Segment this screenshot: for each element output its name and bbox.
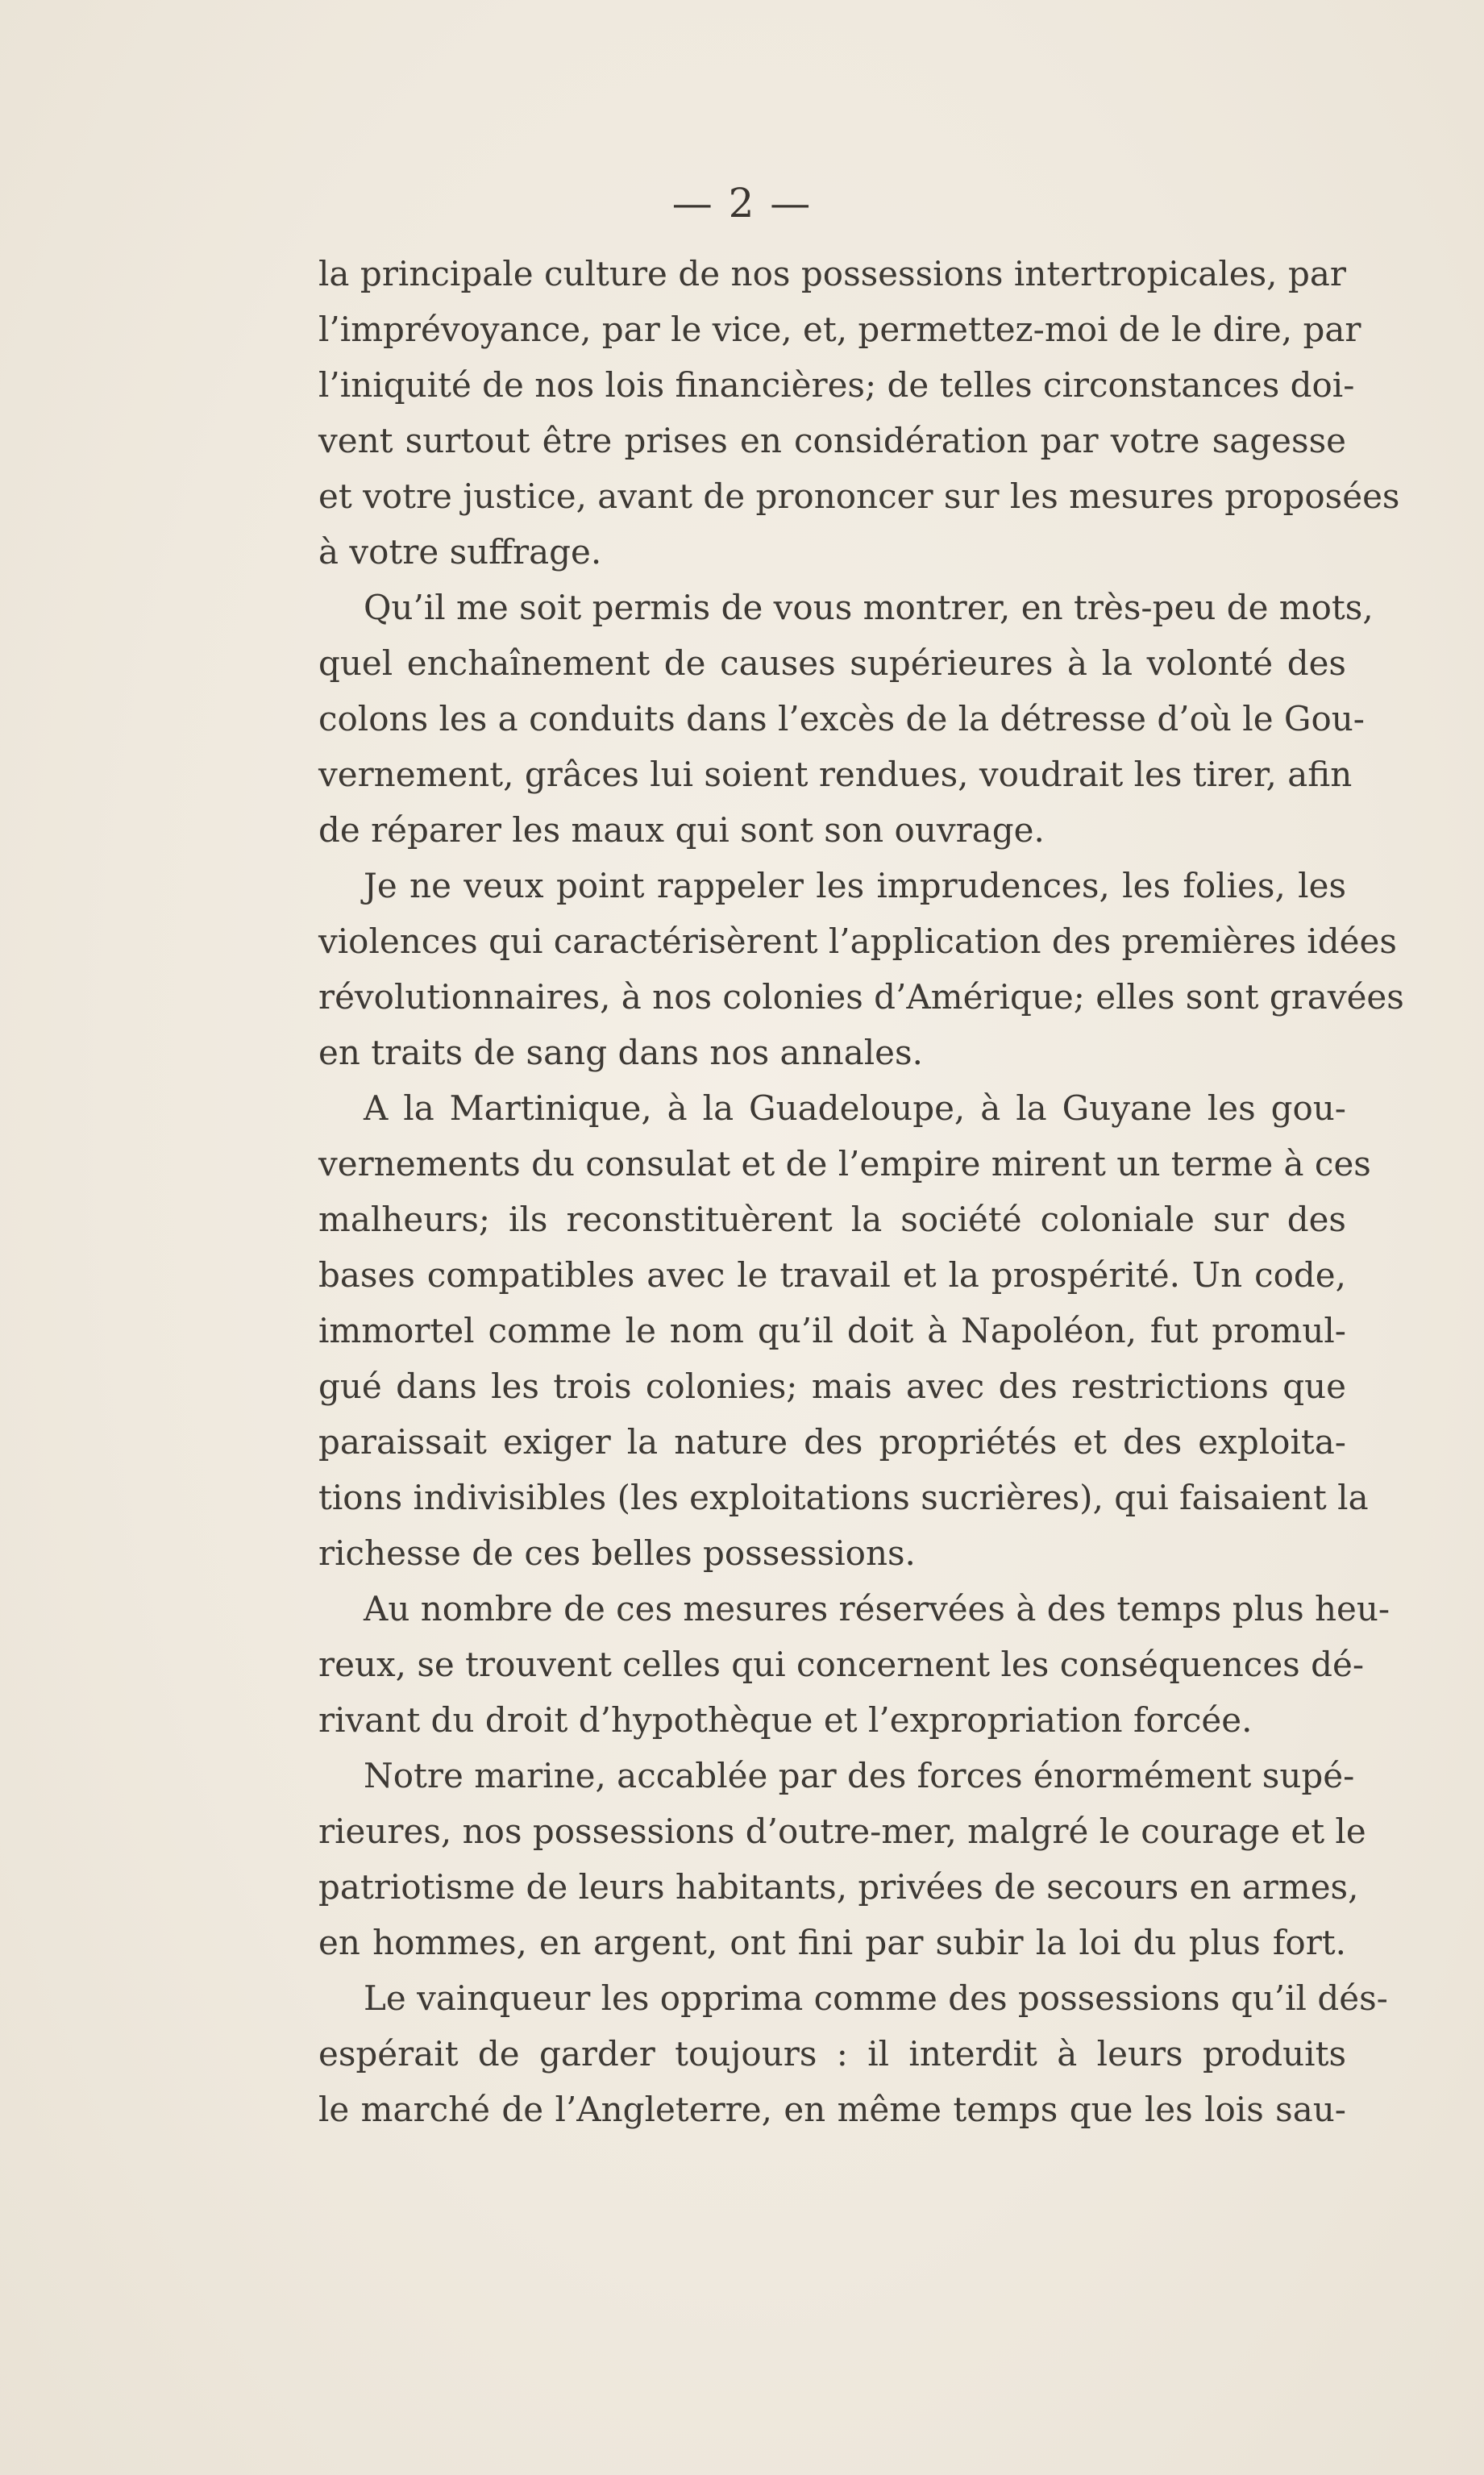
body-text	[318, 246, 1404, 2137]
text-line: à votre suffrage.	[318, 532, 602, 572]
text-line: colons les a conduits dans l’excès de la détresse d’où le Gou-	[318, 699, 1365, 738]
text-line: et votre justice, avant de prononcer sur les mesures proposées	[318, 476, 1400, 516]
text-line: bases compatibles avec le travail et la prospérité. Un code,	[318, 1255, 1346, 1295]
page-number: — 2 —	[671, 180, 813, 227]
text-line: violences qui caractérisèrent l’application des premières idées	[318, 921, 1397, 961]
text-line: vernement, grâces lui soient rendues, voudrait les tirer, afin	[318, 755, 1353, 794]
text-line: paraissait exiger la nature des propriétés et des exploita-	[318, 1422, 1346, 1462]
text-line: malheurs; ils reconstituèrent la société coloniale sur des	[318, 1200, 1346, 1239]
text-line: patriotisme de leurs habitants, privées de secours en armes,	[318, 1867, 1359, 1907]
text-line: l’imprévoyance, par le vice, et, permettez-moi de le dire, par	[318, 310, 1361, 349]
text-line: reux, se trouvent celles qui concernent les conséquences dé-	[318, 1645, 1365, 1684]
text-line: quel enchaînement de causes supérieures à la volonté des	[318, 643, 1346, 683]
text-line: révolutionnaires, à nos colonies d’Amérique; elles sont gravées	[318, 977, 1404, 1017]
text-line: richesse de ces belles possessions.	[318, 1533, 916, 1573]
text-line: tions indivisibles (les exploitations sucrières), qui faisaient la	[318, 1478, 1369, 1517]
text-line: le marché de l’Angleterre, en même temps que les lois sau-	[318, 2090, 1346, 2129]
text-line: de réparer les maux qui sont son ouvrage.	[318, 810, 1045, 850]
text-line: immortel comme le nom qu’il doit à Napoléon, fut promul-	[318, 1311, 1346, 1350]
text-line: Au nombre de ces mesures réservées à des temps plus heu-	[364, 1589, 1390, 1629]
text-line: en traits de sang dans nos annales.	[318, 1033, 923, 1072]
text-line: Qu’il me soit permis de vous montrer, en très-peu de mots,	[364, 588, 1374, 627]
text-line: vernements du consulat et de l’empire mirent un terme à ces	[318, 1144, 1371, 1183]
text-line: Notre marine, accablée par des forces énormément supé-	[364, 1756, 1355, 1795]
text-line: rivant du droit d’hypothèque et l’expropriation forcée.	[318, 1700, 1253, 1740]
text-line: vent surtout être prises en considération par votre sagesse	[318, 421, 1346, 460]
text-line: rieures, nos possessions d’outre-mer, malgré le courage et le	[318, 1812, 1366, 1851]
text-line: l’iniquité de nos lois financières; de telles circonstances doi-	[318, 365, 1355, 405]
text-line: la principale culture de nos possessions intertropicales, par	[318, 254, 1346, 293]
text-line: Je ne veux point rappeler les imprudences, les folies, les	[364, 866, 1346, 905]
text-line: Le vainqueur les opprima comme des possessions qu’il dés-	[364, 1978, 1388, 2018]
text-line: en hommes, en argent, ont fini par subir la loi du plus fort.	[318, 1923, 1346, 1962]
text-line: gué dans les trois colonies; mais avec des restrictions que	[318, 1366, 1346, 1406]
text-line: A la Martinique, à la Guadeloupe, à la Guyane les gou-	[364, 1088, 1346, 1128]
text-line: espérait de garder toujours : il interdit à leurs produits	[318, 2034, 1346, 2074]
